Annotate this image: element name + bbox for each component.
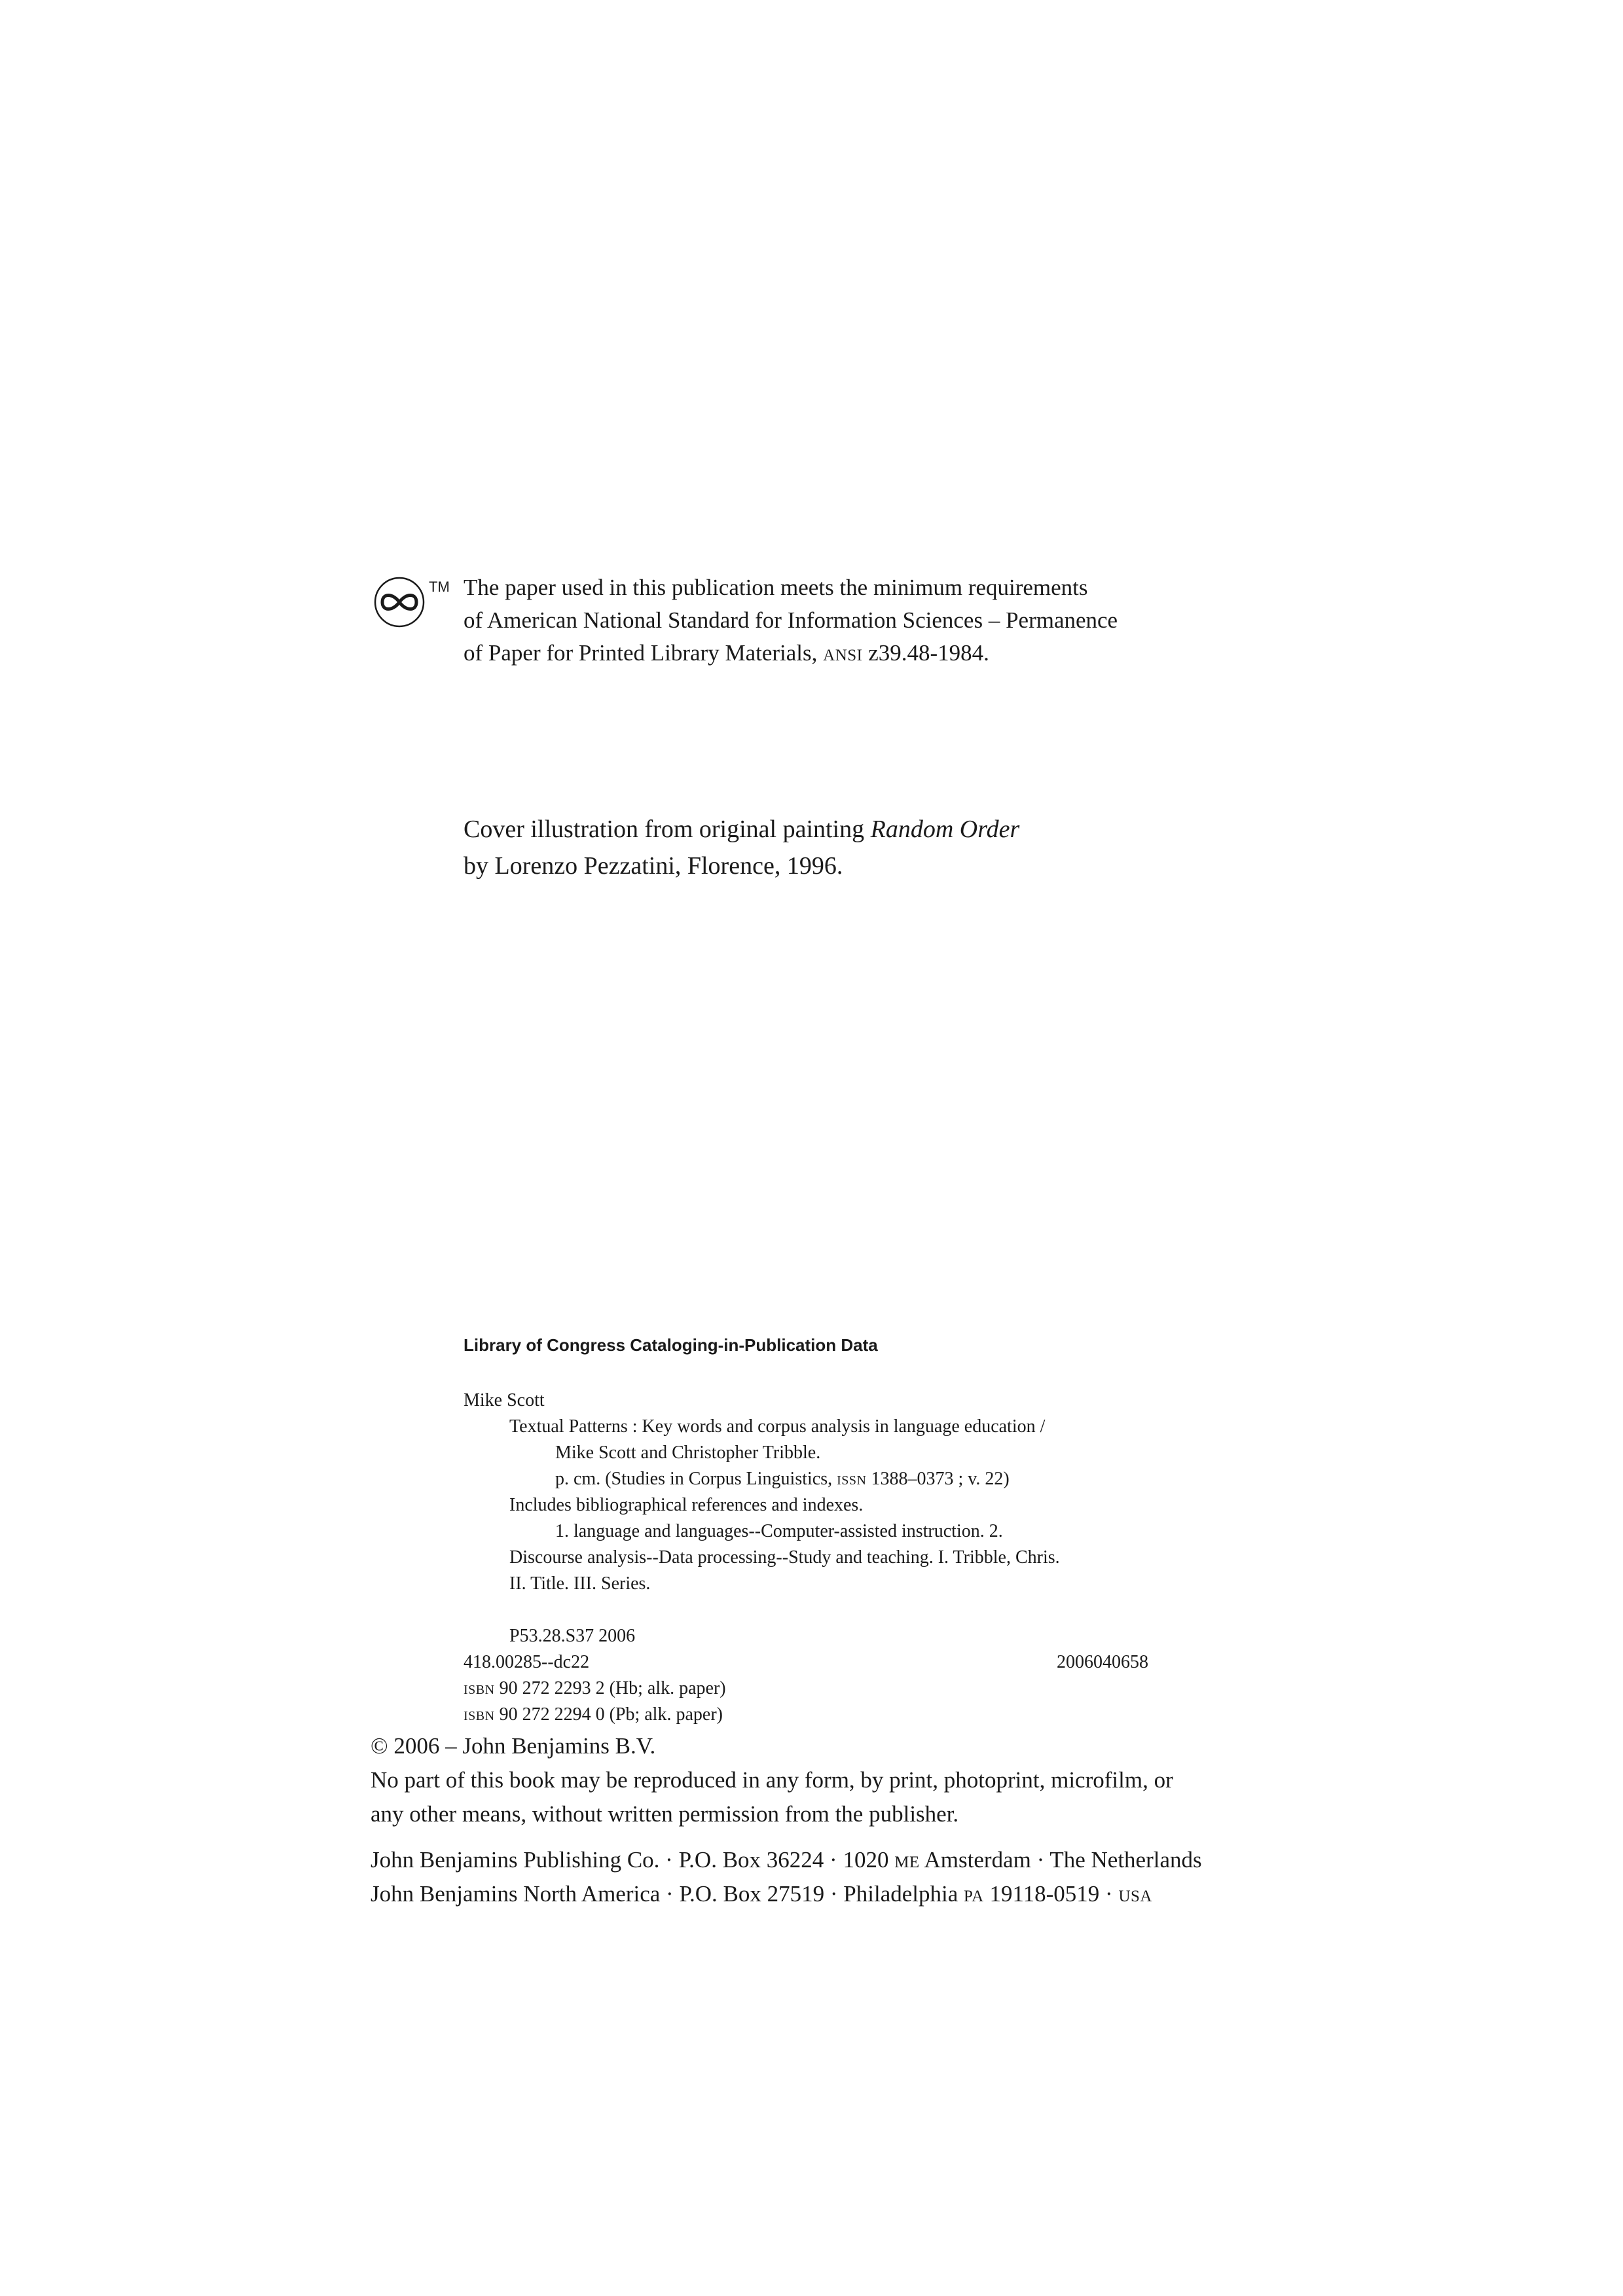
- ansi-abbrev: ansi: [823, 640, 863, 666]
- address-america-zip: 19118-0519 ·: [989, 1881, 1113, 1907]
- cip-isbn-hb: [464, 1676, 726, 1702]
- rights-line-2: any other means, without written permission from the publisher.: [371, 1801, 959, 1827]
- cip-series: [555, 1466, 1010, 1492]
- trademark-mark: TM: [429, 579, 450, 595]
- country-code-usa: usa: [1118, 1881, 1152, 1907]
- infinity-paper-icon: [373, 576, 426, 628]
- cover-credit-text: Cover illustration from original painting: [464, 816, 865, 843]
- cip-heading: Library of Congress Cataloging-in-Publication Data: [464, 1335, 878, 1355]
- permanence-line-3-text: of Paper for Printed Library Materials,: [464, 640, 818, 666]
- cip-author: Mike Scott: [464, 1390, 545, 1410]
- rights-line-1: No part of this book may be reproduced in any form, by print, photoprint, microfilm, or: [371, 1767, 1173, 1793]
- postal-code-me: me: [894, 1847, 920, 1873]
- issn-abbrev: issn: [837, 1469, 867, 1489]
- cip-title-line-1: Textual Patterns : Key words and corpus analysis in language education /: [509, 1416, 1046, 1437]
- cip-subjects-line-3: II. Title. III. Series.: [509, 1573, 651, 1594]
- isbn-pb-value: 90 272 2294 0 (Pb; alk. paper): [499, 1704, 723, 1725]
- cip-subjects-line-2: Discourse analysis--Data processing--Study and teaching. I. Tribble, Chris.: [509, 1547, 1060, 1568]
- cip-includes: Includes bibliographical references and indexes.: [509, 1495, 864, 1515]
- isbn-hb-value: 90 272 2293 2 (Hb; alk. paper): [499, 1678, 726, 1698]
- address-europe-text: John Benjamins Publishing Co. · P.O. Box 36224 · 1020: [371, 1847, 889, 1873]
- permanence-line-1: The paper used in this publication meets the minimum requirements: [464, 575, 1088, 600]
- painting-title: Random Order: [870, 816, 1020, 843]
- cip-isbn-pb: [464, 1702, 723, 1728]
- cip-series-number: 1388–0373 ; v. 22): [871, 1469, 1010, 1489]
- publisher-address-europe: [371, 1843, 1202, 1877]
- state-code-pa: pa: [964, 1881, 984, 1907]
- isbn-abbrev: isbn: [464, 1704, 495, 1725]
- address-america-text: John Benjamins North America · P.O. Box 27519 · Philadelphia: [371, 1881, 958, 1907]
- cip-title-line-2: Mike Scott and Christopher Tribble.: [555, 1443, 821, 1463]
- cover-credit-line-2: by Lorenzo Pezzatini, Florence, 1996.: [464, 852, 843, 880]
- permanence-line-3: [464, 637, 989, 670]
- cip-dewey: 418.00285--dc22: [464, 1652, 590, 1672]
- address-europe-city: Amsterdam · The Netherlands: [924, 1847, 1202, 1873]
- cip-call-number: P53.28.S37 2006: [509, 1626, 636, 1646]
- cip-series-text: p. cm. (Studies in Corpus Linguistics,: [555, 1469, 833, 1489]
- permanence-line-2: of American National Standard for Information Sciences – Permanence: [464, 607, 1118, 633]
- permanence-standard-number: z39.48-1984.: [868, 640, 989, 666]
- cip-subjects-line-1: 1. language and languages--Computer-assisted instruction. 2.: [555, 1521, 1003, 1541]
- cip-lccn: 2006040658: [1057, 1652, 1148, 1672]
- copyright-notice: © 2006 – John Benjamins B.V.: [371, 1733, 656, 1759]
- isbn-abbrev: isbn: [464, 1678, 495, 1698]
- cover-credit-line-1: [464, 812, 1019, 848]
- publisher-address-america: [371, 1877, 1152, 1911]
